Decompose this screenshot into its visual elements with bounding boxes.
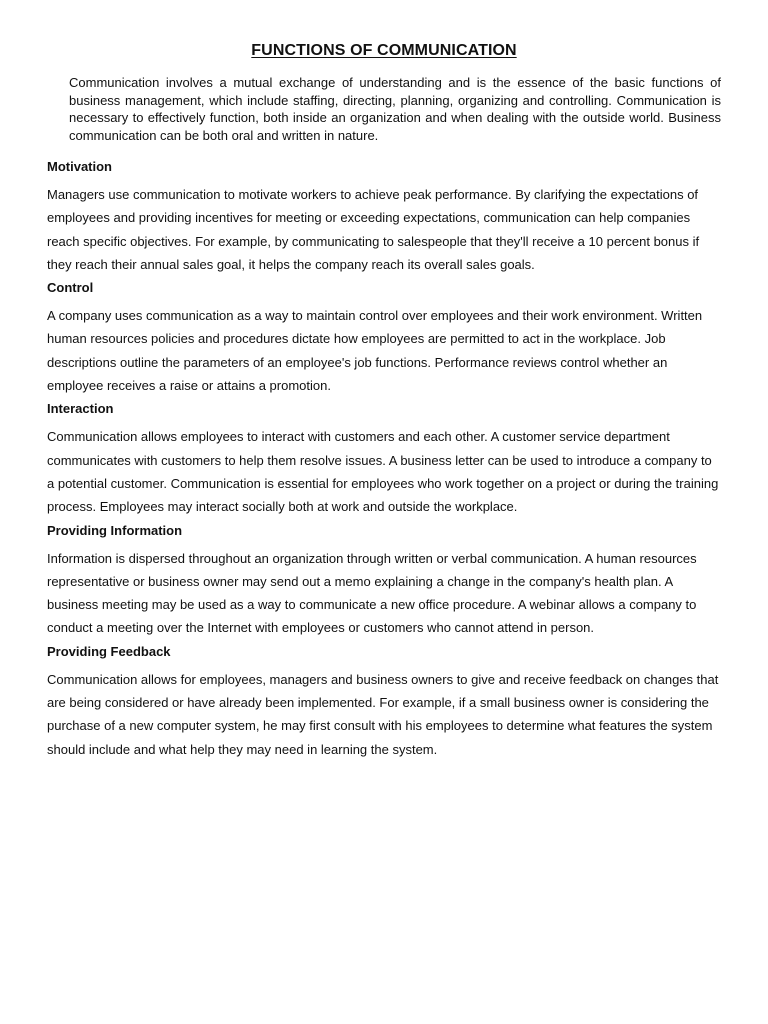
section-heading: Providing Feedback <box>47 643 171 659</box>
document-title: FUNCTIONS OF COMMUNICATION <box>251 42 517 59</box>
section-interaction <box>47 401 721 518</box>
section-heading: Motivation <box>47 159 112 174</box>
section-providing-feedback <box>47 644 721 761</box>
section-motivation <box>47 159 721 276</box>
section-body: A company uses communication as a way to maintain control over employees and their work environment. Written human resources policies and procedures dictate how employees are permitted to act in the workplace. Job descriptions outline the parameters of an employee's job functions. Performance reviews control whether an employee receives a raise or attains a promotion. <box>47 308 703 394</box>
section-heading: Control <box>47 280 94 296</box>
section-heading: Interaction <box>47 401 114 417</box>
section-control <box>47 280 721 397</box>
section-body: Information is dispersed throughout an organization through written or verbal communication. A human resources representative or business owner may send out a memo explaining a change in the company's health plan. A business meeting may be used as a way to communicate a new office procedure. A webinar allows a company to conduct a meeting over the Internet with employees or customers who cannot attend in person. <box>47 550 697 636</box>
intro-paragraph: Communication involves a mutual exchange of understanding and is the essence of the basic functions of business management, which include staffing, directing, planning, organizing and controlling. Communication is necessary to effectively function, both inside an organization and when dealing with the outside world. Business communication can be both oral and written in nature. <box>69 75 721 143</box>
section-body: Communication allows employees to interact with customers and each other. A customer service department communicates with customers to help them resolve issues. A business letter can be used to introduce a company to a potential customer. Communication is essential for employees who work together on a project or during the training process. Employees may interact socially both at work and outside the workplace. <box>47 429 719 515</box>
section-body: Managers use communication to motivate workers to achieve peak performance. By clarifying the expectations of employees and providing incentives for meeting or exceeding expectations, communication can help companies reach specific objectives. For example, by communicating to salespeople that they'll receive a 10 percent bonus if they reach their annual sales goal, it helps the company reach its overall sales goals. <box>47 187 700 272</box>
section-providing-information <box>47 523 721 640</box>
section-heading: Providing Information <box>47 522 183 538</box>
section-body: Communication allows for employees, managers and business owners to give and receive feedback on changes that are being considered or have already been implemented. For example, if a small business owner is considering the purchase of a new computer system, he may first consult with his employees to determine what features the system should include and what help they may need in learning the system. <box>47 671 719 757</box>
